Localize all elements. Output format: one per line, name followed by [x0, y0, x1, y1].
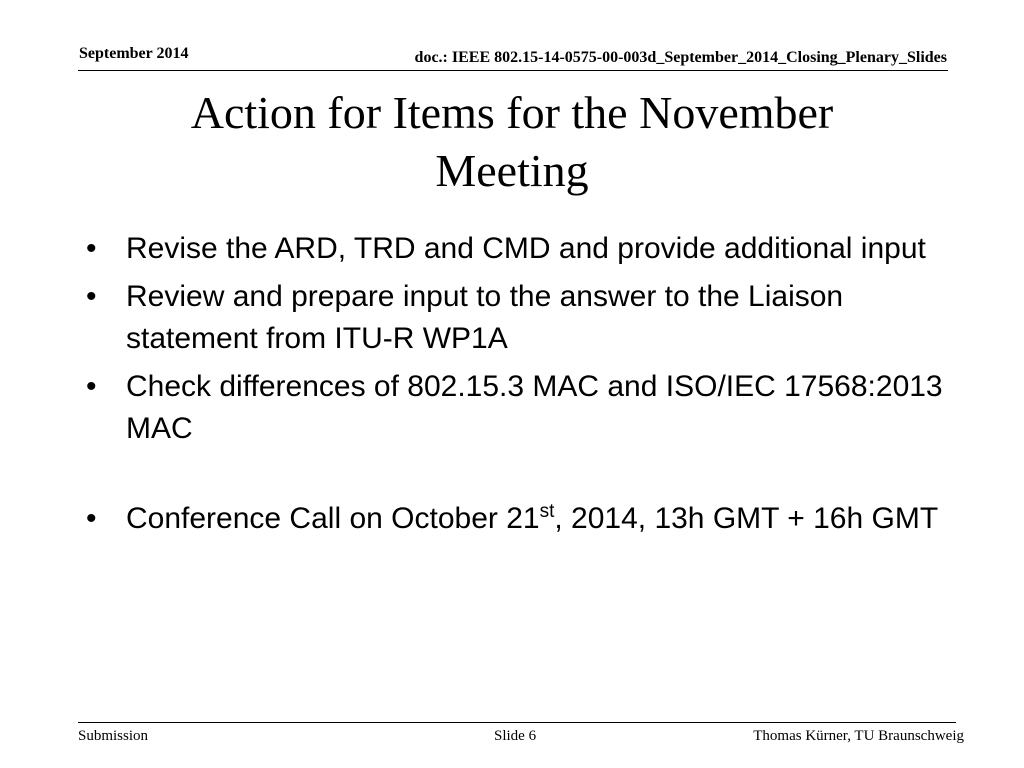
bullet-icon: •: [86, 232, 97, 265]
bullet-text: Check differences of 802.15.3 MAC and ISO/IEC 17568:2013 MAC: [126, 370, 943, 445]
header-document-id: doc.: IEEE 802.15-14-0575-00-003d_September_2014_Closing_Plenary_Slides: [414, 49, 947, 66]
header-date: September 2014: [79, 45, 189, 62]
bullet-item: [86, 228, 946, 270]
bullet-item: [86, 498, 946, 540]
bullet-text: Review and prepare input to the answer to the Liaison statement from ITU-R WP1A: [126, 280, 844, 355]
bullet-text-after: , 2014, 13h GMT + 16h GMT: [554, 502, 939, 535]
bullet-icon: •: [86, 502, 97, 535]
bullet-text: [126, 502, 938, 535]
bullet-list: [86, 228, 946, 546]
footer-submission: Submission: [78, 728, 149, 744]
bullet-text: Revise the ARD, TRD and CMD and provide additional input: [126, 232, 926, 265]
bullet-icon: •: [86, 370, 97, 403]
slide-title: [80, 84, 944, 200]
bullet-text-superscript: st: [539, 501, 555, 522]
footer-rule: [78, 722, 956, 723]
bullet-icon: •: [86, 280, 97, 313]
footer-author: Thomas Kürner, TU Braunschweig: [753, 728, 964, 744]
header-rule: [78, 70, 948, 71]
footer-slide-number: Slide 6: [494, 728, 537, 744]
bullet-text-before: Conference Call on October 21: [126, 502, 540, 535]
slide-title-line-2: Meeting: [435, 145, 589, 196]
slide-title-line-1: Action for Items for the November: [190, 87, 834, 138]
bullet-item: [86, 276, 946, 360]
bullet-item: [86, 366, 946, 450]
